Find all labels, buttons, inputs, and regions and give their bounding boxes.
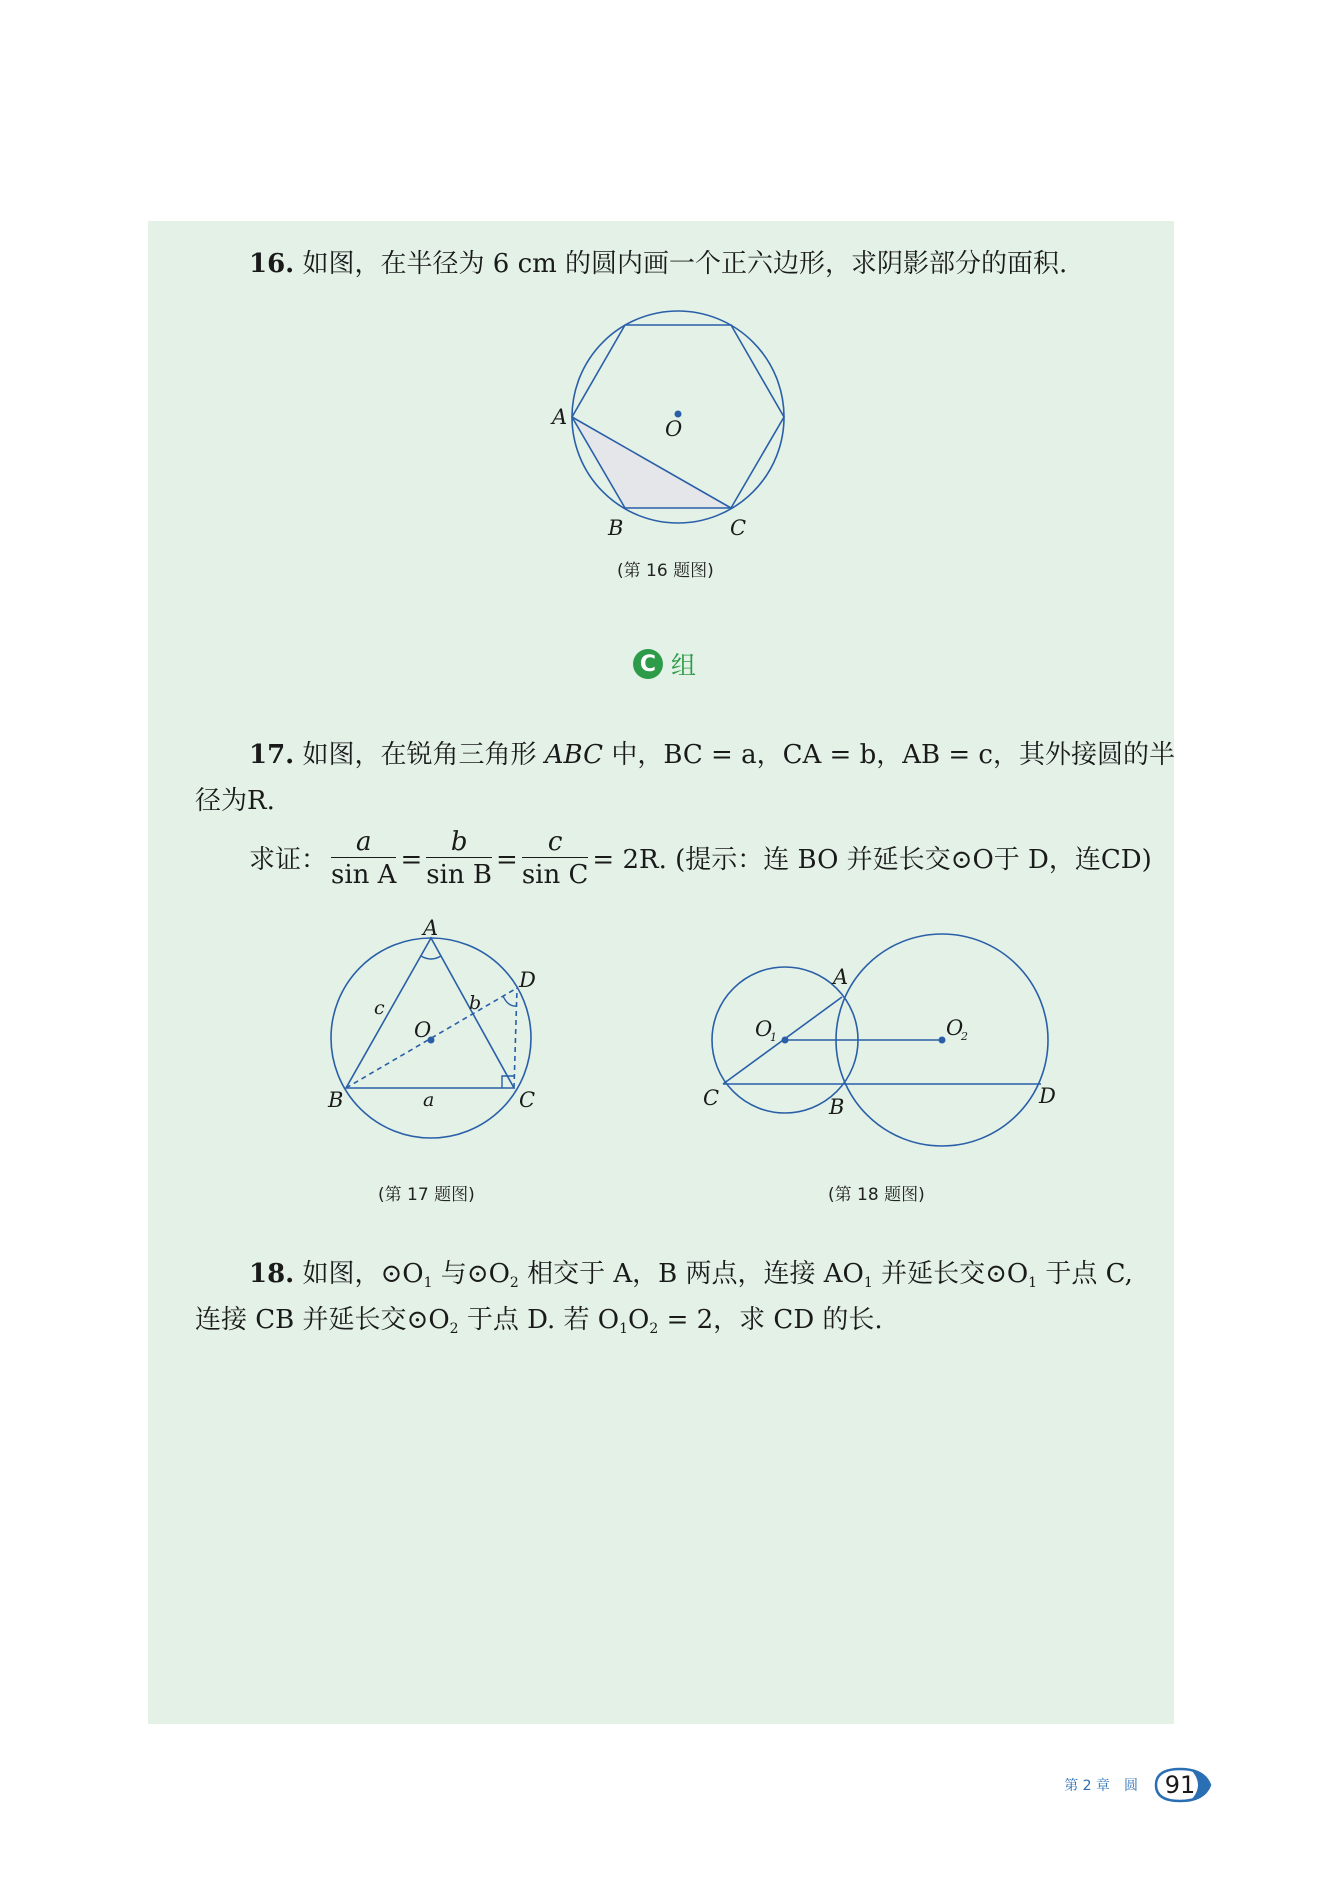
p18-l1d: 并延长交⊙O (881, 1259, 1029, 1289)
label-o: O (665, 417, 683, 441)
group-c-label: 组 (671, 651, 697, 680)
label-o2: O (946, 1016, 964, 1040)
page-number: 91 (1164, 1771, 1196, 1799)
problem-17-number: 17. (249, 740, 295, 770)
page-footer (1064, 1765, 1212, 1805)
label-b: B (608, 516, 624, 540)
label-o1: O (755, 1017, 773, 1041)
label-side-b: b (469, 992, 482, 1014)
label-a18: A (833, 965, 849, 989)
problem-16-body: 如图，在半径为 6 cm 的圆内画一个正六边形，求阴影部分的面积. (302, 249, 1068, 279)
label-c17: C (519, 1088, 536, 1112)
p18-sub-1a: 1 (423, 1275, 433, 1291)
caption-17: (第 17 题图) (378, 1185, 475, 1205)
fraction-2-denominator: sin B (426, 860, 493, 890)
equals-sign-2: = (496, 844, 518, 875)
fraction-1-denominator: sin A (331, 860, 397, 890)
label-c18: C (703, 1086, 720, 1110)
center-point-o2 (939, 1037, 946, 1044)
caption-18: (第 18 题图) (828, 1185, 925, 1205)
label-o17: O (414, 1018, 432, 1042)
problem-17-text-a: 如图，在锐角三角形 (302, 740, 537, 770)
label-c: C (730, 516, 747, 540)
p18-sub-1d: 1 (1028, 1275, 1038, 1291)
label-d18: D (1039, 1084, 1056, 1108)
label-a17: A (423, 916, 439, 940)
p18-l1a: 如图，⊙O (302, 1259, 424, 1289)
page-number-badge (1148, 1765, 1212, 1805)
problem-17-proof (249, 827, 1152, 892)
chapter-label: 第 2 章 圆 (1064, 1778, 1138, 1794)
p18-sub-2b: 1 (619, 1321, 629, 1337)
label-side-c: c (374, 997, 385, 1019)
p18-l1b: 与⊙O (440, 1259, 510, 1289)
fraction-2-numerator: b (426, 827, 492, 858)
problem-17-line2: 径为R. (195, 786, 275, 816)
p18-l2c: O (628, 1305, 650, 1335)
problem-17-line1 (249, 733, 1175, 777)
fraction-c-over-sinc (522, 827, 589, 892)
figure-16 (540, 300, 810, 545)
label-o1-sub: 1 (770, 1031, 777, 1044)
problem-16-number: 16. (249, 249, 295, 279)
p18-l2b: 于点 D. 若 O (466, 1305, 620, 1335)
p18-l1e: 于点 C, (1045, 1259, 1133, 1289)
fraction-b-over-sinb (426, 827, 492, 892)
problem-18-line2 (195, 1298, 883, 1351)
proof-rhs: = 2R (592, 844, 659, 875)
fraction-3-numerator: c (522, 827, 589, 858)
label-b18: B (829, 1095, 845, 1119)
label-b17: B (328, 1088, 344, 1112)
p18-sub-2a: 2 (449, 1321, 459, 1337)
figure-17 (320, 910, 560, 1150)
group-c-badge: C (633, 649, 663, 679)
figure-18 (700, 925, 1070, 1150)
fraction-a-over-sina (331, 827, 396, 892)
p18-l2d: = 2，求 CD 的长. (666, 1305, 883, 1335)
label-d17: D (519, 968, 536, 992)
label-side-a: a (423, 1089, 435, 1111)
angle-mark-d (503, 996, 517, 1006)
proof-hint: . (提示：连 BO 并延长交⊙O于 D，连CD) (658, 844, 1152, 875)
p18-sub-1b: 2 (509, 1275, 519, 1291)
equals-sign-1: = (400, 844, 423, 875)
problem-17-text-b: 中，BC = a，CA = b，AB = c，其外接圆的半 (611, 740, 1175, 770)
p18-sub-2c: 2 (649, 1321, 659, 1337)
label-a: A (552, 405, 568, 429)
problem-17-abc: ABC (544, 740, 604, 770)
p18-sub-1c: 1 (863, 1275, 873, 1291)
triangle-abc (346, 938, 514, 1088)
fraction-3-denominator: sin C (521, 860, 589, 890)
p18-l2a: 连接 CB 并延长交⊙O (195, 1305, 450, 1335)
center-point-o1 (782, 1037, 789, 1044)
group-c-heading (633, 647, 696, 681)
proof-prefix: 求证： (249, 844, 328, 875)
angle-mark-a (421, 956, 441, 959)
problem-16-text (249, 242, 1067, 286)
label-o2-sub: 2 (961, 1030, 968, 1043)
problem-18-number: 18. (249, 1259, 295, 1289)
dashed-cd (514, 988, 517, 1088)
fraction-1-numerator: a (331, 827, 396, 858)
p18-l1c: 相交于 A，B 两点，连接 AO (527, 1259, 864, 1289)
caption-16: (第 16 题图) (617, 561, 714, 581)
